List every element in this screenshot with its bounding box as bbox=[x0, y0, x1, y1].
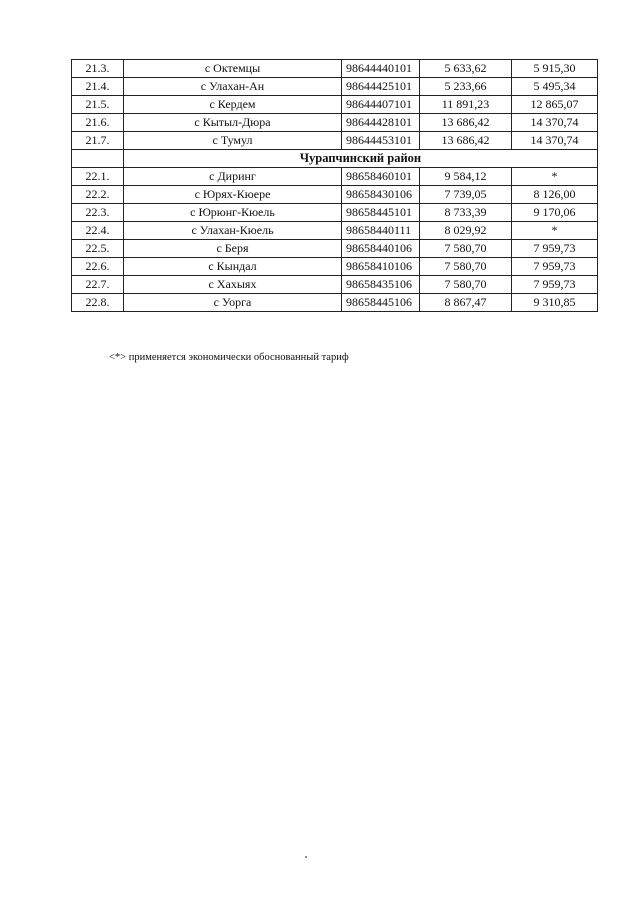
tariff-value-1: 7 739,05 bbox=[420, 186, 512, 204]
oktmo-code: 98658460101 bbox=[342, 168, 420, 186]
tariff-value-2: 8 126,00 bbox=[512, 186, 598, 204]
row-number: 21.3. bbox=[72, 60, 124, 78]
section-empty-cell bbox=[72, 150, 124, 168]
section-row bbox=[72, 150, 598, 168]
settlement-name: с Улахан-Кюель bbox=[124, 222, 342, 240]
table-row bbox=[72, 186, 598, 204]
oktmo-code: 98644407101 bbox=[342, 96, 420, 114]
settlement-name: с Юрях-Кюере bbox=[124, 186, 342, 204]
scan-speck bbox=[305, 856, 307, 858]
row-number: 22.7. bbox=[72, 276, 124, 294]
row-number: 21.4. bbox=[72, 78, 124, 96]
tariff-value-1: 7 580,70 bbox=[420, 240, 512, 258]
tariff-value-1: 8 867,47 bbox=[420, 294, 512, 312]
tariff-value-1: 9 584,12 bbox=[420, 168, 512, 186]
table-body-bottom bbox=[72, 168, 598, 312]
row-number: 22.6. bbox=[72, 258, 124, 276]
oktmo-code: 98644425101 bbox=[342, 78, 420, 96]
table-row bbox=[72, 168, 598, 186]
settlement-name: с Юрюнг-Кюель bbox=[124, 204, 342, 222]
oktmo-code: 98644428101 bbox=[342, 114, 420, 132]
settlement-name: с Беря bbox=[124, 240, 342, 258]
table-row bbox=[72, 276, 598, 294]
tariff-value-2: 5 915,30 bbox=[512, 60, 598, 78]
settlement-name: с Кындал bbox=[124, 258, 342, 276]
tariff-value-1: 8 029,92 bbox=[420, 222, 512, 240]
row-number: 22.1. bbox=[72, 168, 124, 186]
tariff-value-2: * bbox=[512, 222, 598, 240]
settlement-name: с Уорга bbox=[124, 294, 342, 312]
tariff-value-2: 14 370,74 bbox=[512, 132, 598, 150]
settlement-name: с Кытыл-Дюра bbox=[124, 114, 342, 132]
tariff-value-2: 7 959,73 bbox=[512, 258, 598, 276]
table-row bbox=[72, 132, 598, 150]
table-row bbox=[72, 114, 598, 132]
tariff-value-1: 5 233,66 bbox=[420, 78, 512, 96]
footnote: <*> применяется экономически обоснованный тариф bbox=[109, 352, 349, 363]
oktmo-code: 98658410106 bbox=[342, 258, 420, 276]
tariff-value-1: 7 580,70 bbox=[420, 258, 512, 276]
tariff-value-1: 13 686,42 bbox=[420, 132, 512, 150]
tariff-value-2: 14 370,74 bbox=[512, 114, 598, 132]
row-number: 22.4. bbox=[72, 222, 124, 240]
row-number: 21.5. bbox=[72, 96, 124, 114]
section-title: Чурапчинский район bbox=[124, 150, 598, 168]
table-row bbox=[72, 258, 598, 276]
table-row bbox=[72, 96, 598, 114]
oktmo-code: 98658445101 bbox=[342, 204, 420, 222]
tariff-value-2: * bbox=[512, 168, 598, 186]
oktmo-code: 98644453101 bbox=[342, 132, 420, 150]
tariff-value-1: 7 580,70 bbox=[420, 276, 512, 294]
table-row bbox=[72, 294, 598, 312]
tariff-value-1: 13 686,42 bbox=[420, 114, 512, 132]
tariff-value-2: 12 865,07 bbox=[512, 96, 598, 114]
settlement-name: с Улахан-Ан bbox=[124, 78, 342, 96]
settlement-name: с Тумул bbox=[124, 132, 342, 150]
tariff-value-2: 7 959,73 bbox=[512, 240, 598, 258]
oktmo-code: 98644440101 bbox=[342, 60, 420, 78]
row-number: 22.8. bbox=[72, 294, 124, 312]
row-number: 21.6. bbox=[72, 114, 124, 132]
row-number: 21.7. bbox=[72, 132, 124, 150]
oktmo-code: 98658440106 bbox=[342, 240, 420, 258]
row-number: 22.2. bbox=[72, 186, 124, 204]
tariff-value-2: 9 170,06 bbox=[512, 204, 598, 222]
tariff-value-1: 11 891,23 bbox=[420, 96, 512, 114]
table-section bbox=[72, 150, 598, 168]
settlement-name: с Октемцы bbox=[124, 60, 342, 78]
table-row bbox=[72, 222, 598, 240]
oktmo-code: 98658435106 bbox=[342, 276, 420, 294]
table-row bbox=[72, 240, 598, 258]
tariff-value-1: 5 633,62 bbox=[420, 60, 512, 78]
table-row bbox=[72, 204, 598, 222]
tariff-value-1: 8 733,39 bbox=[420, 204, 512, 222]
tariff-value-2: 9 310,85 bbox=[512, 294, 598, 312]
settlement-name: с Хахыях bbox=[124, 276, 342, 294]
row-number: 22.5. bbox=[72, 240, 124, 258]
tariff-value-2: 7 959,73 bbox=[512, 276, 598, 294]
oktmo-code: 98658430106 bbox=[342, 186, 420, 204]
table-row bbox=[72, 78, 598, 96]
settlement-name: с Кердем bbox=[124, 96, 342, 114]
oktmo-code: 98658445106 bbox=[342, 294, 420, 312]
tariff-value-2: 5 495,34 bbox=[512, 78, 598, 96]
table-body-top bbox=[72, 60, 598, 150]
tariff-table bbox=[71, 59, 598, 312]
row-number: 22.3. bbox=[72, 204, 124, 222]
settlement-name: с Диринг bbox=[124, 168, 342, 186]
table-row bbox=[72, 60, 598, 78]
oktmo-code: 98658440111 bbox=[342, 222, 420, 240]
